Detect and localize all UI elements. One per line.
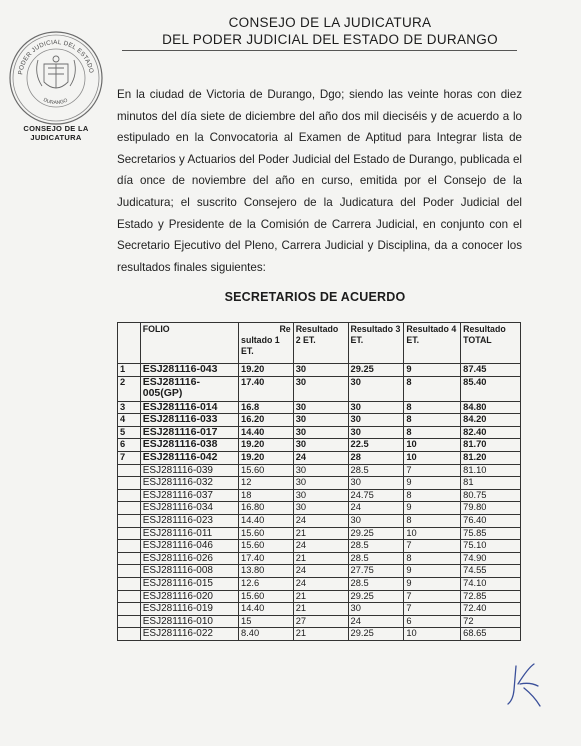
total-cell: 72.85 bbox=[461, 590, 521, 603]
row-number: 3 bbox=[118, 401, 141, 414]
folio-cell: ESJ281116-038 bbox=[140, 439, 238, 452]
result-1-cell: 8.40 bbox=[239, 628, 294, 641]
table-row bbox=[118, 414, 521, 427]
coat-of-arms-icon bbox=[37, 56, 76, 88]
result-1-cell: 19.20 bbox=[239, 364, 294, 377]
result-2-cell: 21 bbox=[293, 552, 348, 565]
total-cell: 81.70 bbox=[461, 439, 521, 452]
result-4-cell: 7 bbox=[404, 540, 461, 553]
result-1-cell: 17.40 bbox=[239, 552, 294, 565]
result-1-cell: 18 bbox=[239, 489, 294, 502]
result-1-cell: 14.40 bbox=[239, 514, 294, 527]
row-number: 2 bbox=[118, 376, 141, 401]
document-header bbox=[140, 14, 520, 48]
total-cell: 68.65 bbox=[461, 628, 521, 641]
folio-cell: ESJ281116-039 bbox=[140, 464, 238, 477]
result-4-cell: 8 bbox=[404, 552, 461, 565]
results-table bbox=[117, 322, 521, 641]
row-number bbox=[118, 628, 141, 641]
seal-caption-line-2: JUDICATURA bbox=[30, 133, 82, 142]
folio-cell: ESJ281116-022 bbox=[140, 628, 238, 641]
result-2-cell: 30 bbox=[293, 376, 348, 401]
result-1-cell: 13.80 bbox=[239, 565, 294, 578]
folio-cell: ESJ281116-010 bbox=[140, 615, 238, 628]
judiciary-seal bbox=[8, 30, 104, 126]
total-cell: 72.40 bbox=[461, 603, 521, 616]
total-cell: 79.80 bbox=[461, 502, 521, 515]
total-cell: 84.20 bbox=[461, 414, 521, 427]
handwritten-signature bbox=[504, 660, 544, 710]
result-3-cell: 28.5 bbox=[348, 577, 404, 590]
seal-arc-text: PODER JUDICIAL DEL ESTADO bbox=[17, 38, 95, 76]
header-folio: FOLIO bbox=[140, 323, 238, 364]
header-result-3: Resultado 3 ET. bbox=[348, 323, 404, 364]
result-1-cell: 16.20 bbox=[239, 414, 294, 427]
result-1-cell: 14.40 bbox=[239, 426, 294, 439]
result-1-cell: 16.80 bbox=[239, 502, 294, 515]
result-3-cell: 30 bbox=[348, 603, 404, 616]
result-3-cell: 24 bbox=[348, 502, 404, 515]
result-2-cell: 30 bbox=[293, 489, 348, 502]
header-num bbox=[118, 323, 141, 364]
folio-cell: ESJ281116-032 bbox=[140, 477, 238, 490]
result-4-cell: 8 bbox=[404, 414, 461, 427]
total-cell: 82.40 bbox=[461, 426, 521, 439]
result-2-cell: 30 bbox=[293, 364, 348, 377]
result-4-cell: 9 bbox=[404, 477, 461, 490]
result-4-cell: 9 bbox=[404, 364, 461, 377]
total-cell: 75.85 bbox=[461, 527, 521, 540]
result-2-cell: 21 bbox=[293, 527, 348, 540]
result-1-cell: 19.20 bbox=[239, 439, 294, 452]
row-number bbox=[118, 552, 141, 565]
result-2-cell: 30 bbox=[293, 502, 348, 515]
result-3-cell: 30 bbox=[348, 376, 404, 401]
result-2-cell: 24 bbox=[293, 565, 348, 578]
seal-bottom-text: DURANGO bbox=[42, 97, 69, 107]
folio-cell: ESJ281116-034 bbox=[140, 502, 238, 515]
result-3-cell: 22.5 bbox=[348, 439, 404, 452]
result-3-cell: 28 bbox=[348, 451, 404, 464]
result-3-cell: 30 bbox=[348, 514, 404, 527]
row-number: 4 bbox=[118, 414, 141, 427]
result-2-cell: 24 bbox=[293, 577, 348, 590]
result-1-cell: 12.6 bbox=[239, 577, 294, 590]
result-2-cell: 30 bbox=[293, 477, 348, 490]
result-4-cell: 10 bbox=[404, 527, 461, 540]
table-body bbox=[118, 364, 521, 641]
row-number bbox=[118, 615, 141, 628]
header-result-1-a: Re bbox=[279, 324, 291, 334]
result-3-cell: 28.5 bbox=[348, 540, 404, 553]
result-3-cell: 29.25 bbox=[348, 527, 404, 540]
table-row bbox=[118, 603, 521, 616]
row-number: 7 bbox=[118, 451, 141, 464]
result-4-cell: 9 bbox=[404, 502, 461, 515]
result-3-cell: 24.75 bbox=[348, 489, 404, 502]
result-1-cell: 15.60 bbox=[239, 464, 294, 477]
row-number bbox=[118, 540, 141, 553]
total-cell: 81 bbox=[461, 477, 521, 490]
seal-caption bbox=[4, 124, 108, 142]
row-number: 6 bbox=[118, 439, 141, 452]
table-row bbox=[118, 590, 521, 603]
result-2-cell: 30 bbox=[293, 414, 348, 427]
folio-cell: ESJ281116-033 bbox=[140, 414, 238, 427]
result-2-cell: 30 bbox=[293, 439, 348, 452]
table-header-row bbox=[118, 323, 521, 364]
result-4-cell: 9 bbox=[404, 577, 461, 590]
result-1-cell: 17.40 bbox=[239, 376, 294, 401]
result-3-cell: 30 bbox=[348, 401, 404, 414]
result-3-cell: 28.5 bbox=[348, 464, 404, 477]
row-number bbox=[118, 590, 141, 603]
total-cell: 81.10 bbox=[461, 464, 521, 477]
row-number: 1 bbox=[118, 364, 141, 377]
result-4-cell: 10 bbox=[404, 628, 461, 641]
seal-caption-line-1: CONSEJO DE LA bbox=[23, 124, 89, 133]
header-result-4: Resultado 4 ET. bbox=[404, 323, 461, 364]
folio-cell: ESJ281116-042 bbox=[140, 451, 238, 464]
total-cell: 87.45 bbox=[461, 364, 521, 377]
total-cell: 80.75 bbox=[461, 489, 521, 502]
row-number bbox=[118, 514, 141, 527]
total-cell: 74.55 bbox=[461, 565, 521, 578]
total-cell: 74.90 bbox=[461, 552, 521, 565]
folio-cell: ESJ281116-017 bbox=[140, 426, 238, 439]
result-1-cell: 19.20 bbox=[239, 451, 294, 464]
result-4-cell: 8 bbox=[404, 514, 461, 527]
result-1-cell: 15.60 bbox=[239, 527, 294, 540]
table-row bbox=[118, 628, 521, 641]
result-4-cell: 10 bbox=[404, 451, 461, 464]
result-3-cell: 30 bbox=[348, 426, 404, 439]
folio-cell: ESJ281116-037 bbox=[140, 489, 238, 502]
folio-cell: ESJ281116-023 bbox=[140, 514, 238, 527]
table-row bbox=[118, 376, 521, 401]
table-row bbox=[118, 401, 521, 414]
table-row bbox=[118, 364, 521, 377]
table-row bbox=[118, 451, 521, 464]
folio-cell: ESJ281116-046 bbox=[140, 540, 238, 553]
result-2-cell: 30 bbox=[293, 464, 348, 477]
section-title: SECRETARIOS DE ACUERDO bbox=[224, 290, 406, 304]
table-row bbox=[118, 527, 521, 540]
result-1-cell: 15.60 bbox=[239, 590, 294, 603]
header-total: Resultado TOTAL bbox=[461, 323, 521, 364]
row-number: 5 bbox=[118, 426, 141, 439]
result-2-cell: 21 bbox=[293, 590, 348, 603]
result-1-cell: 12 bbox=[239, 477, 294, 490]
result-1-cell: 15 bbox=[239, 615, 294, 628]
result-2-cell: 30 bbox=[293, 401, 348, 414]
row-number bbox=[118, 603, 141, 616]
result-4-cell: 6 bbox=[404, 615, 461, 628]
table-row bbox=[118, 489, 521, 502]
row-number bbox=[118, 577, 141, 590]
result-4-cell: 9 bbox=[404, 565, 461, 578]
result-2-cell: 24 bbox=[293, 514, 348, 527]
header-result-1-b: sultado 1 ET. bbox=[241, 335, 280, 356]
svg-text:DURANGO bbox=[42, 97, 68, 106]
folio-cell: ESJ281116-019 bbox=[140, 603, 238, 616]
result-3-cell: 30 bbox=[348, 414, 404, 427]
result-4-cell: 10 bbox=[404, 439, 461, 452]
result-2-cell: 24 bbox=[293, 540, 348, 553]
result-1-cell: 16.8 bbox=[239, 401, 294, 414]
result-4-cell: 8 bbox=[404, 426, 461, 439]
total-cell: 74.10 bbox=[461, 577, 521, 590]
row-number bbox=[118, 527, 141, 540]
result-4-cell: 8 bbox=[404, 489, 461, 502]
result-2-cell: 24 bbox=[293, 451, 348, 464]
table-row bbox=[118, 477, 521, 490]
folio-cell: ESJ281116-008 bbox=[140, 565, 238, 578]
header-result-2: Resultado 2 ET. bbox=[293, 323, 348, 364]
folio-cell: ESJ281116-043 bbox=[140, 364, 238, 377]
result-3-cell: 29.25 bbox=[348, 364, 404, 377]
result-2-cell: 27 bbox=[293, 615, 348, 628]
header-line-1: CONSEJO DE LA JUDICATURA bbox=[228, 15, 432, 30]
folio-cell: ESJ281116-020 bbox=[140, 590, 238, 603]
table-row bbox=[118, 540, 521, 553]
total-cell: 76.40 bbox=[461, 514, 521, 527]
folio-cell: ESJ281116-014 bbox=[140, 401, 238, 414]
row-number bbox=[118, 477, 141, 490]
result-2-cell: 21 bbox=[293, 628, 348, 641]
total-cell: 84.80 bbox=[461, 401, 521, 414]
table-row bbox=[118, 615, 521, 628]
table-row bbox=[118, 426, 521, 439]
header-line-2: DEL PODER JUDICIAL DEL ESTADO DE DURANGO bbox=[162, 32, 498, 47]
result-2-cell: 30 bbox=[293, 426, 348, 439]
total-cell: 85.40 bbox=[461, 376, 521, 401]
folio-cell: ESJ281116-015 bbox=[140, 577, 238, 590]
table-row bbox=[118, 514, 521, 527]
body-paragraph: En la ciudad de Victoria de Durango, Dgo; siendo las veinte horas con diez minutos del día siete de diciembre del año dos mil dieciséis y de acuerdo a lo estipulado en la Convocatoria al Examen de Aptitud para Integrar lista de Secretarios y Actuarios del Poder Judicial del Estado de Durango, publicada el día once de noviembre del año en curso, emitida por el Consejo de la Judicatura; el suscrito Consejero de la Judicatura del Poder Judicial del Estado y Presidente de la Comisión de Carrera Judicial, en conjunto con el Secretario Ejecutivo del Pleno, Carrera Judicial y Disciplina, da a conocer los resultados finales siguientes: bbox=[117, 88, 522, 274]
row-number bbox=[118, 464, 141, 477]
result-4-cell: 8 bbox=[404, 376, 461, 401]
result-3-cell: 27.75 bbox=[348, 565, 404, 578]
result-2-cell: 21 bbox=[293, 603, 348, 616]
result-4-cell: 8 bbox=[404, 401, 461, 414]
result-3-cell: 30 bbox=[348, 477, 404, 490]
total-cell: 72 bbox=[461, 615, 521, 628]
result-1-cell: 14.40 bbox=[239, 603, 294, 616]
total-cell: 81.20 bbox=[461, 451, 521, 464]
folio-cell: ESJ281116-011 bbox=[140, 527, 238, 540]
row-number bbox=[118, 489, 141, 502]
row-number bbox=[118, 565, 141, 578]
header-rule bbox=[122, 50, 517, 51]
folio-cell: ESJ281116-005(GP) bbox=[140, 376, 238, 401]
table-row bbox=[118, 552, 521, 565]
table-row bbox=[118, 464, 521, 477]
result-4-cell: 7 bbox=[404, 590, 461, 603]
result-3-cell: 29.25 bbox=[348, 590, 404, 603]
table-row bbox=[118, 565, 521, 578]
result-3-cell: 28.5 bbox=[348, 552, 404, 565]
total-cell: 75.10 bbox=[461, 540, 521, 553]
table-row bbox=[118, 502, 521, 515]
result-3-cell: 24 bbox=[348, 615, 404, 628]
header-result-1 bbox=[239, 323, 294, 364]
result-1-cell: 15.60 bbox=[239, 540, 294, 553]
row-number bbox=[118, 502, 141, 515]
table-row bbox=[118, 439, 521, 452]
result-4-cell: 7 bbox=[404, 464, 461, 477]
folio-cell: ESJ281116-026 bbox=[140, 552, 238, 565]
table-row bbox=[118, 577, 521, 590]
result-4-cell: 7 bbox=[404, 603, 461, 616]
result-3-cell: 29.25 bbox=[348, 628, 404, 641]
